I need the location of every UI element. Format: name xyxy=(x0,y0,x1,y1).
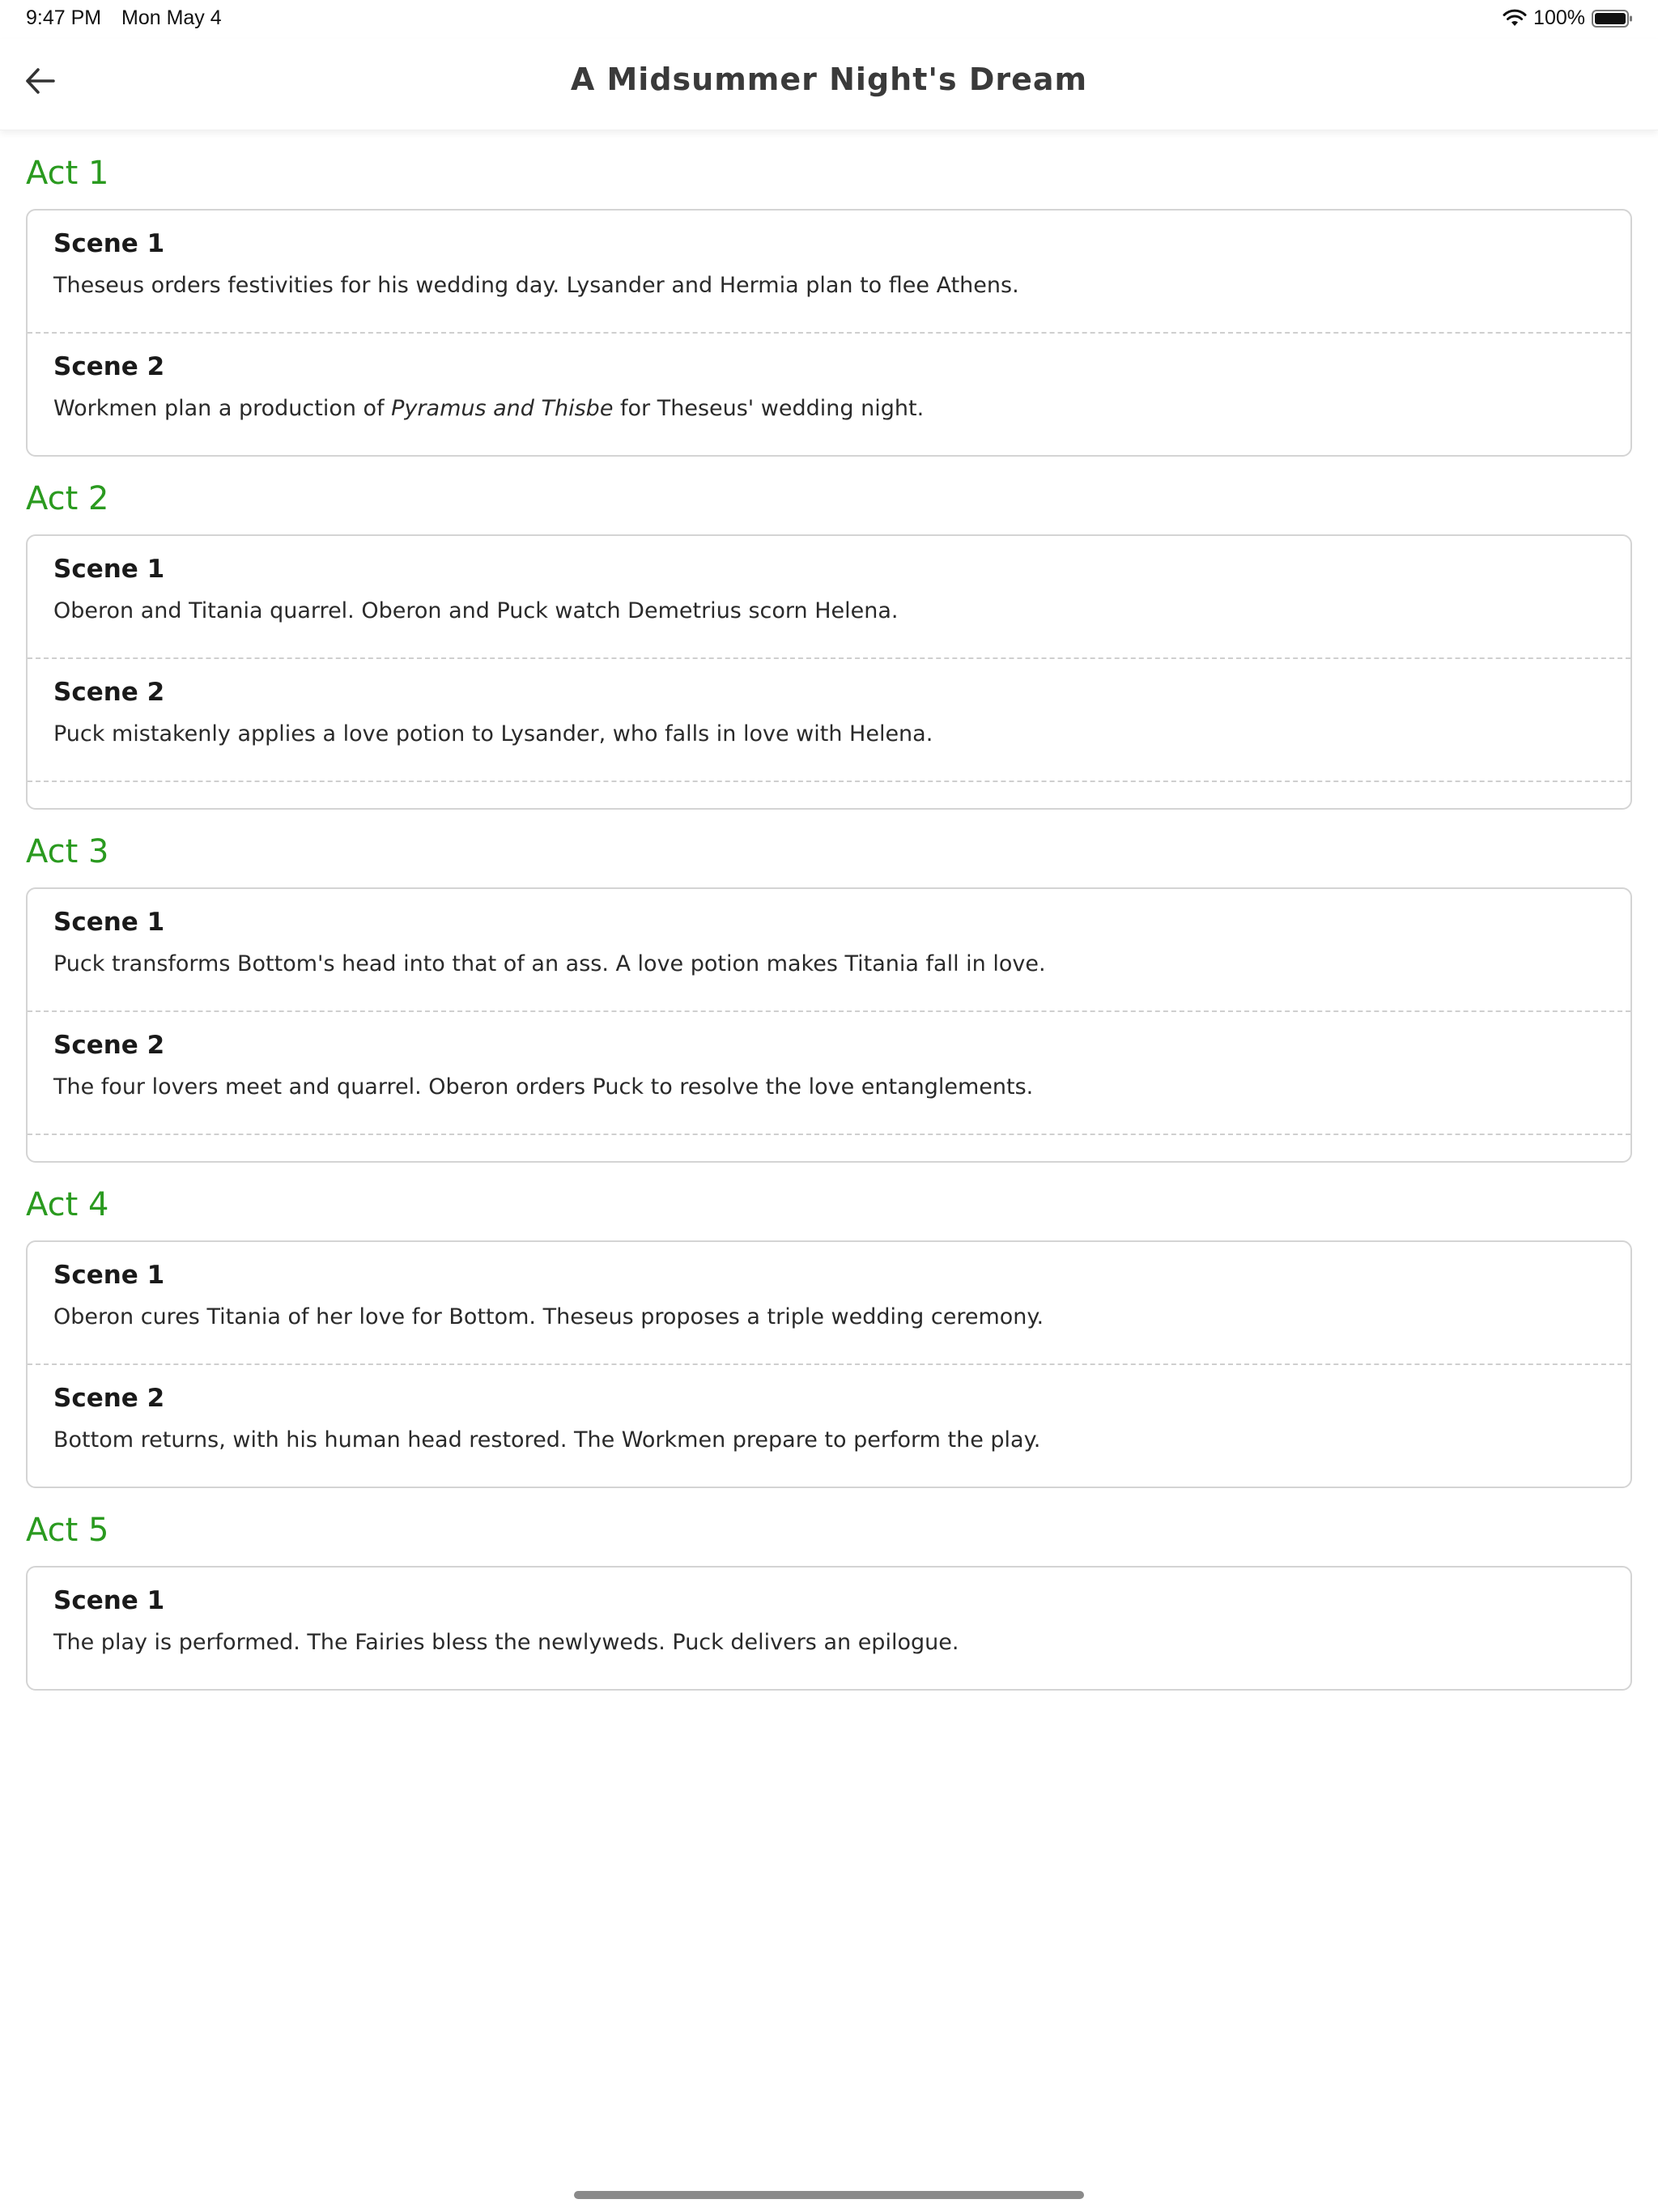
scene-title: Scene 2 xyxy=(53,678,165,707)
status-date: Mon May 4 xyxy=(121,6,222,29)
scene-summary-text: Workmen plan a production of xyxy=(53,396,392,421)
act-card xyxy=(26,887,1632,1163)
home-indicator[interactable] xyxy=(574,2191,1084,2199)
page-title: A Midsummer Night's Dream xyxy=(570,62,1088,97)
scene-summary: The play is performed. The Fairies bless the newlyweds. Puck delivers an epilogue. xyxy=(53,1630,959,1655)
scene-row[interactable] xyxy=(28,1242,1630,1365)
scene-title: Scene 1 xyxy=(53,229,165,258)
act-card xyxy=(26,1566,1632,1691)
scene-title: Scene 1 xyxy=(53,1586,165,1615)
act-heading: Act 5 xyxy=(26,1512,109,1549)
scene-row[interactable] xyxy=(28,1365,1630,1487)
act-card xyxy=(26,209,1632,457)
scene-title: Scene 2 xyxy=(53,1031,165,1060)
status-time: 9:47 PM xyxy=(26,6,102,29)
battery-percent: 100% xyxy=(1533,6,1585,29)
scene-title: Scene 2 xyxy=(53,352,165,381)
act-heading: Act 1 xyxy=(26,155,109,192)
scene-row[interactable] xyxy=(28,889,1630,1012)
scene-row[interactable] xyxy=(28,659,1630,782)
scene-summary: Puck mistakenly applies a love potion to Lysander, who falls in love with Helena. xyxy=(53,721,933,747)
scene-title: Scene 2 xyxy=(53,1384,165,1413)
navigation-bar xyxy=(0,39,1658,130)
acts-list xyxy=(26,130,1632,1691)
battery-icon xyxy=(1592,9,1634,28)
status-bar xyxy=(0,0,1658,39)
scene-summary: Puck transforms Bottom's head into that of an ass. A love potion makes Titania fall in love. xyxy=(53,951,1046,976)
scene-title: Scene 1 xyxy=(53,1261,165,1290)
act-heading: Act 3 xyxy=(26,833,109,870)
scene-summary: Oberon cures Titania of her love for Bottom. Theseus proposes a triple wedding ceremony. xyxy=(53,1304,1044,1329)
card-spacer xyxy=(28,782,1630,808)
status-indicators xyxy=(1503,6,1634,30)
scene-summary: Theseus orders festivities for his wedding day. Lysander and Hermia plan to flee Athens. xyxy=(53,273,1019,298)
scene-summary: The four lovers meet and quarrel. Oberon orders Puck to resolve the love entanglements. xyxy=(53,1074,1034,1100)
scene-summary xyxy=(53,396,1605,422)
card-spacer xyxy=(28,1135,1630,1161)
scene-row[interactable] xyxy=(28,1012,1630,1135)
scene-title: Scene 1 xyxy=(53,555,165,584)
scene-row[interactable] xyxy=(28,536,1630,659)
play-title-italic: Pyramus and Thisbe xyxy=(391,396,614,421)
scene-summary: Bottom returns, with his human head restored. The Workmen prepare to perform the play. xyxy=(53,1427,1041,1453)
act-card xyxy=(26,534,1632,810)
scene-title: Scene 1 xyxy=(53,908,165,937)
wifi-icon xyxy=(1503,9,1527,28)
act-heading: Act 4 xyxy=(26,1186,109,1223)
act-heading: Act 2 xyxy=(26,480,109,517)
act-card xyxy=(26,1240,1632,1488)
scene-summary: Oberon and Titania quarrel. Oberon and Puck watch Demetrius scorn Helena. xyxy=(53,598,899,623)
scene-summary-text: for Theseus' wedding night. xyxy=(613,396,925,421)
scene-row[interactable] xyxy=(28,334,1630,455)
scene-row[interactable] xyxy=(28,211,1630,334)
scene-row[interactable] xyxy=(28,1568,1630,1689)
